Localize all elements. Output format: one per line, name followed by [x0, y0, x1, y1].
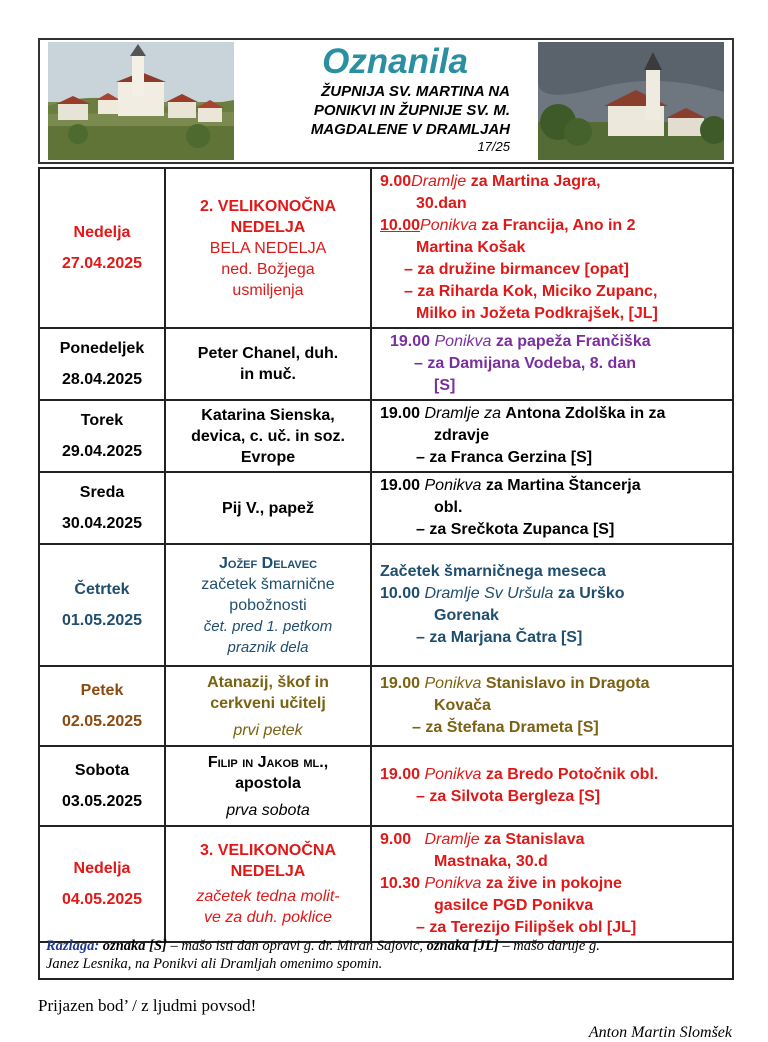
feast-note: čet. pred 1. petkom: [203, 617, 333, 635]
day-cell: [39, 472, 165, 544]
mass-line: [380, 403, 732, 425]
day-date: 04.05.2025: [61, 891, 143, 908]
mass-line: 30.dan: [416, 195, 467, 212]
day-date: 30.04.2025: [61, 515, 143, 532]
day-name: Sobota: [74, 762, 130, 779]
day-name: Ponedeljek: [59, 340, 145, 357]
feast-title: Katarina Sienska,: [201, 406, 335, 424]
feast-cell: [165, 666, 371, 746]
mass-line: – za Terezijo Filipšek obl [JL]: [416, 919, 637, 936]
mass-line: [380, 829, 732, 851]
mass-time: 10.00: [380, 217, 421, 234]
legend-label: Razlaga:: [46, 938, 100, 954]
mass-intention: za Stanislava: [479, 831, 585, 848]
day-cell: [39, 328, 165, 400]
feast-title: cerkveni učitelj: [210, 694, 326, 712]
village-photo-left: [48, 42, 234, 160]
mass-line: [380, 171, 732, 193]
day-name: Torek: [80, 412, 124, 429]
mass-line: [380, 583, 732, 605]
feast-note: usmiljenja: [232, 281, 304, 299]
feast-title: in muč.: [239, 366, 296, 383]
mass-line: – za Štefana Drameta [S]: [412, 719, 599, 736]
mass-line: – za Marjana Čatra [S]: [416, 629, 583, 646]
feast-title: Atanazij, škof in: [207, 673, 329, 691]
day-date: 02.05.2025: [61, 713, 143, 730]
mass-place: Dramlje: [424, 831, 480, 848]
mass-line: – za Franca Gerzina [S]: [416, 449, 593, 466]
feast-cell: [165, 746, 371, 826]
mass-intention: Antona Zdolška in za: [505, 405, 666, 422]
feast-note: prvi petek: [233, 721, 303, 739]
mass-intention: za Francija, Ano in 2: [476, 217, 636, 234]
header-title-block: [280, 42, 510, 155]
issue-number: 17/25: [477, 139, 510, 154]
day-cell: [39, 746, 165, 826]
day-cell: [39, 168, 165, 328]
legend-text: Janez Lesnika, na Ponikvi ali Dramljah omenimo spomin.: [46, 956, 383, 972]
mass-line: zdravje: [434, 427, 490, 444]
mass-place: Dramlje Sv Uršula: [424, 585, 554, 602]
mass-place: Dramlje: [411, 173, 467, 190]
signature: Anton Martin Slomšek: [588, 1024, 732, 1041]
mass-cell: [371, 168, 733, 328]
day-name: Nedelja: [73, 860, 131, 877]
schedule-table: [38, 167, 734, 943]
feast-note: pobožnosti: [229, 596, 307, 614]
feast-cell: [165, 826, 371, 942]
mass-cell: [371, 472, 733, 544]
mass-place: Ponikva: [424, 675, 482, 692]
feast-note: praznik dela: [227, 638, 309, 656]
mass-line: – za Srečkota Zupanca [S]: [416, 521, 615, 538]
legend-key-jl: oznaka [JL]: [426, 938, 499, 954]
mass-intention: za Martina Jagra,: [466, 173, 601, 190]
mass-line: Martina Košak: [416, 239, 526, 256]
day-name: Četrtek: [74, 581, 130, 598]
day-row-1: [39, 168, 733, 328]
feast-note: BELA NEDELJA: [209, 239, 327, 257]
day-name: Nedelja: [73, 224, 131, 241]
feast-note: prva sobota: [226, 801, 310, 819]
mass-place: Ponikva: [424, 766, 482, 783]
feast-note: začetek tedna molit-: [196, 888, 340, 905]
mass-time: 9.00: [380, 173, 412, 190]
feast-cell: [165, 168, 371, 328]
mass-time: 9.00: [380, 831, 412, 848]
day-row-6: [39, 666, 733, 746]
mass-time: 19.00: [380, 675, 421, 692]
mass-place: Ponikva: [420, 217, 477, 234]
day-row-8: [39, 826, 733, 942]
mass-line: obl.: [434, 499, 463, 516]
feast-title: devica, c. uč. in soz.: [191, 427, 345, 445]
mass-cell: [371, 328, 733, 400]
mass-time: 19.00: [380, 477, 421, 494]
mass-line: – za Damijana Vodeba, 8. dan: [414, 355, 636, 372]
feast-title: Filip in Jakob ml.,: [207, 753, 329, 771]
day-name: Sreda: [79, 484, 125, 501]
mass-line: [380, 873, 732, 895]
mass-place: Dramlje: [424, 405, 480, 422]
mass-intention: za Urško: [553, 585, 625, 602]
legend-text: – mašo isti dan opravi g. dr. Miran Sajovic,: [166, 938, 427, 954]
mass-line: Gorenak: [434, 607, 499, 624]
day-cell: [39, 666, 165, 746]
feast-cell: [165, 400, 371, 472]
feast-note: začetek šmarnične: [201, 575, 335, 593]
feast-note: ve za duh. poklice: [203, 909, 333, 926]
day-row-5: [39, 544, 733, 666]
feast-cell: [165, 544, 371, 666]
mass-line: – za družine birmancev [opat]: [404, 261, 629, 278]
church-photo-right: [538, 42, 724, 160]
parish-line-2: PONIKVI IN ŽUPNIJE SV. M.: [313, 102, 510, 119]
parish-line-3: MAGDALENE V DRAMLJAH: [310, 121, 510, 138]
mass-cell: [371, 666, 733, 746]
day-date: 28.04.2025: [61, 371, 143, 388]
mass-intention: za papeža Frančiška: [491, 333, 651, 350]
mass-time: 19.00: [380, 766, 421, 783]
mass-cell: [371, 746, 733, 826]
mass-line: [380, 764, 732, 786]
day-cell: [39, 826, 165, 942]
mass-intention: za Bredo Potočnik obl.: [481, 766, 659, 783]
day-date: 29.04.2025: [61, 443, 143, 460]
mass-line: Milko in Jožeta Podkrajšek, [JL]: [416, 305, 658, 322]
feast-title: 2. VELIKONOČNA: [199, 197, 336, 215]
mass-time: 19.00: [390, 333, 431, 350]
feast-title: apostola: [235, 774, 301, 792]
mass-place: Ponikva: [434, 333, 492, 350]
header-box: [38, 38, 734, 164]
mass-cell: [371, 826, 733, 942]
day-row-3: [39, 400, 733, 472]
day-date: 03.05.2025: [61, 793, 143, 810]
feast-title: NEDELJA: [230, 863, 306, 880]
feast-title: Jožef Delavec: [218, 554, 318, 572]
feast-note: ned. Božjega: [221, 260, 315, 278]
bulletin-page: [38, 38, 734, 164]
feast-title: 3. VELIKONOČNA: [199, 842, 336, 859]
mass-line: – za Silvota Bergleza [S]: [416, 788, 601, 805]
mass-intention: za Martina Štancerja: [481, 477, 641, 494]
footer-quote: Prijazen bod’ / z ljudmi povsod!: [38, 996, 257, 1015]
day-row-4: [39, 472, 733, 544]
mass-cell: [371, 400, 733, 472]
legend-text: – mašo daruje g.: [498, 938, 600, 954]
day-row-2: [39, 328, 733, 400]
mass-time: 10.00: [380, 585, 421, 602]
bulletin-title: Oznanila: [322, 42, 468, 81]
day-date: 01.05.2025: [61, 612, 143, 629]
mass-line: – za Riharda Kok, Miciko Zupanc,: [404, 283, 658, 300]
feast-title: NEDELJA: [230, 218, 306, 236]
mass-line: Mastnaka, 30.d: [434, 853, 548, 870]
day-cell: [39, 544, 165, 666]
feast-title: Evrope: [240, 448, 296, 466]
mass-time: 19.00: [380, 405, 421, 422]
mass-place: Ponikva: [424, 477, 482, 494]
day-name: Petek: [80, 682, 124, 699]
mass-line: Kovača: [434, 697, 491, 714]
feast-title: Peter Chanel, duh.: [197, 345, 339, 362]
mass-place: Ponikva: [424, 875, 482, 892]
mass-cell: [371, 544, 733, 666]
legend-key-s: oznaka [S]: [102, 938, 167, 954]
mass-za: za: [479, 405, 506, 422]
mass-intention: za žive in pokojne: [481, 875, 622, 892]
feast-cell: [165, 328, 371, 400]
feast-title: Pij V., papež: [222, 499, 314, 517]
mass-intention: Stanislavo in Dragota: [481, 675, 650, 692]
mass-line: Začetek šmarničnega meseca: [380, 563, 606, 580]
mass-line: [S]: [434, 377, 456, 394]
mass-line: [380, 475, 732, 497]
day-cell: [39, 400, 165, 472]
day-row-7: [39, 746, 733, 826]
mass-line: [380, 673, 732, 695]
mass-line: [380, 215, 732, 237]
day-date: 27.04.2025: [61, 255, 143, 272]
mass-time: 10.30: [380, 875, 421, 892]
feast-cell: [165, 472, 371, 544]
mass-line: [380, 331, 732, 353]
parish-line-1: ŽUPNIJA SV. MARTINA NA: [321, 83, 510, 100]
legend-note: [38, 934, 734, 980]
mass-line: gasilce PGD Ponikva: [434, 897, 594, 914]
